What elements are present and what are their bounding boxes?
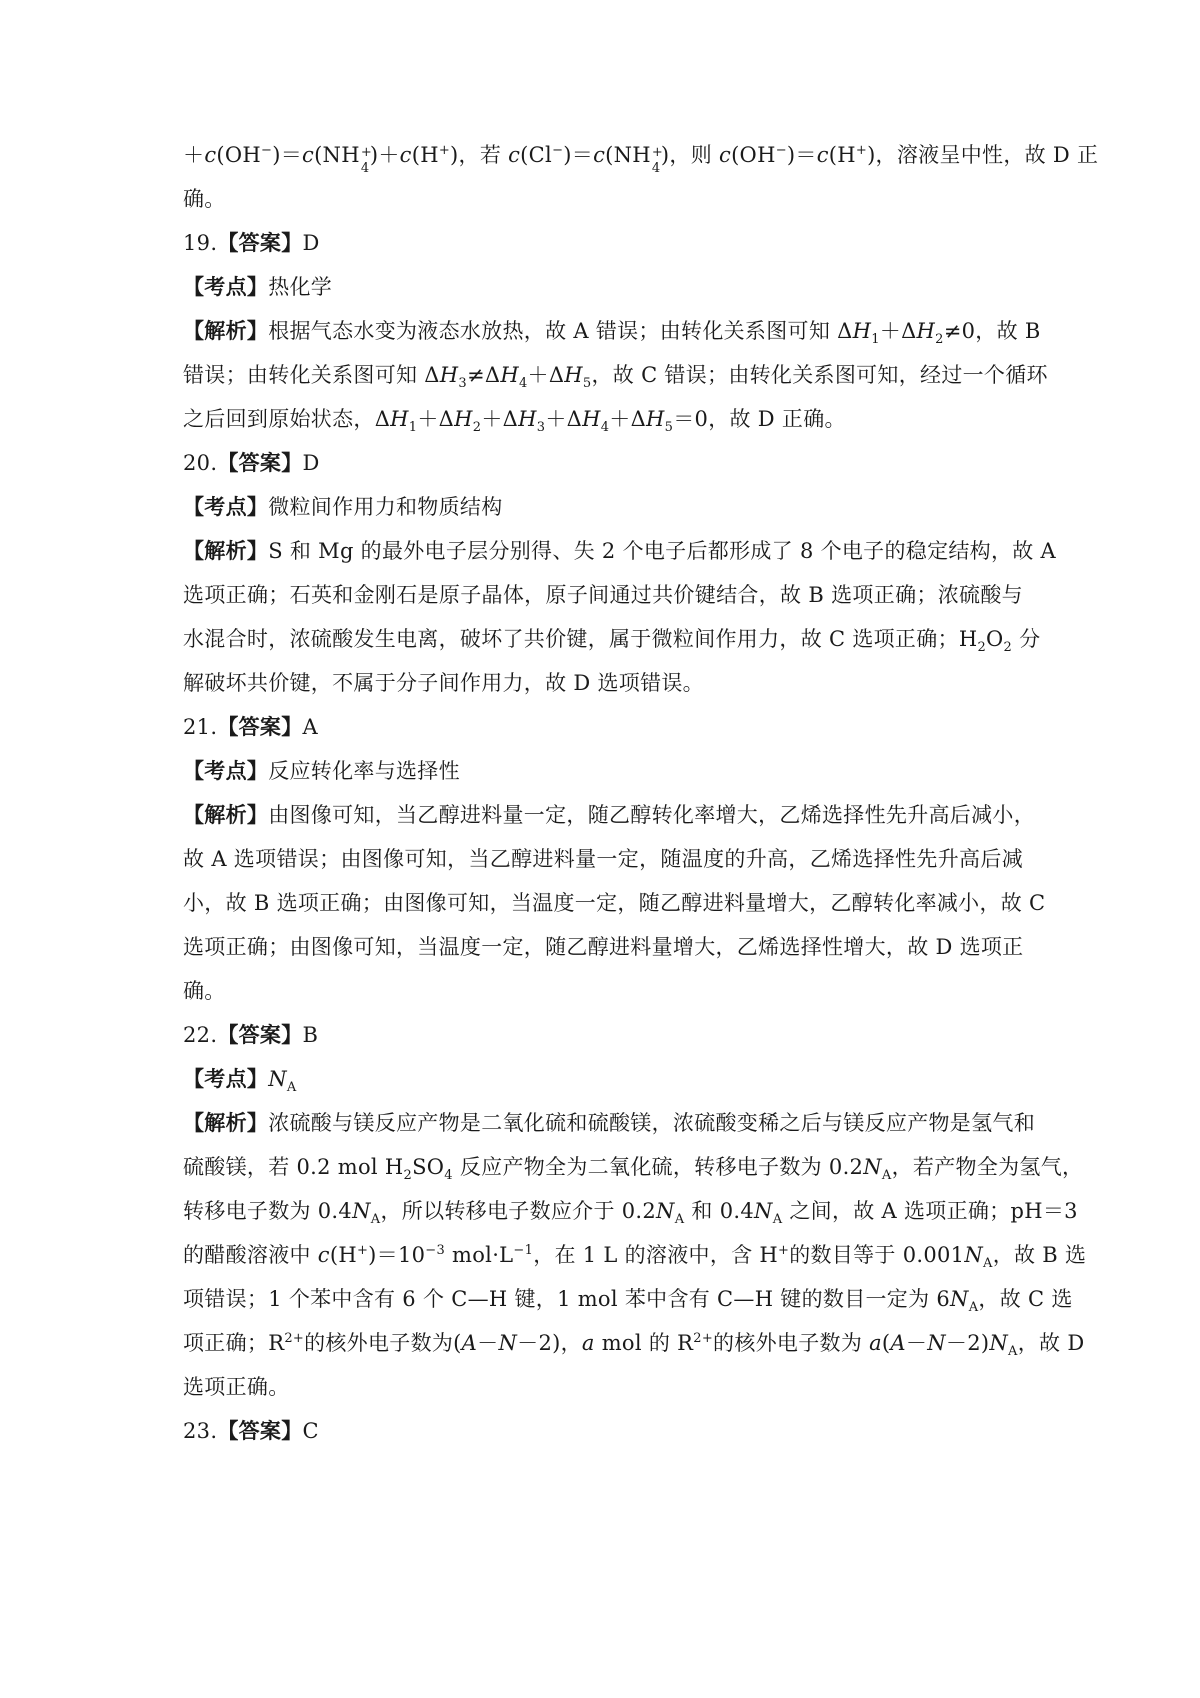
topic-19: 【考点】热化学	[183, 274, 333, 299]
analysis-21-line-4: 选项正确；由图像可知，当温度一定，随乙醇进料量增大，乙烯选择性增大，故 D 选项正	[183, 935, 1024, 959]
analysis-22-line-1: 【解析】浓硫酸与镁反应产物是二氧化硫和硫酸镁，浓硫酸变稀之后与镁反应产物是氢气和	[183, 1110, 1035, 1135]
analysis-22-line-5: 项错误；1 个苯中含有 6 个 C—H 键，1 mol 苯中含有 C—H 键的数目一定为 $6N_A$，故 C 选	[183, 1287, 1073, 1316]
analysis-19-line-1: 【解析】根据气态水变为液态水放热，故 A 错误；由转化关系图可知 $\Delta H_1+\Delta H_2\ne 0$，故 B	[183, 318, 1041, 348]
answer-20: 20.【答案】D	[183, 450, 320, 475]
analysis-19-line-2: 错误；由转化关系图可知 $\Delta H_3\ne\Delta H_4+\Delta H_5$，故 C 错误；由转化关系图可知，经过一个循环	[183, 363, 1048, 392]
analysis-22-line-6: 项正确；$R^{2+}$的核外电子数为(A－N－2)，a mol 的 $R^{2+}$的核外电子数为 $a(A-N-2)N_A$，故 D	[183, 1331, 1085, 1360]
analysis-20-line-1: 【解析】S 和 Mg 的最外电子层分别得、失 2 个电子后都形成了 8 个电子的稳定结构，故 A	[183, 538, 1057, 563]
analysis-22-line-2: 硫酸镁，若 0.2 mol $H_2SO_4$ 反应产物全为二氧化硫，转移电子数为 $0.2N_A$，若产物全为氢气，	[183, 1155, 1084, 1184]
analysis-21-line-5: 确。	[183, 979, 226, 1003]
answer-19: 19.【答案】D	[183, 230, 320, 255]
analysis-20-line-4: 解破坏共价键，不属于分子间作用力，故 D 选项错误。	[183, 671, 704, 695]
analysis-22-line-7: 选项正确。	[183, 1375, 290, 1399]
answer-22: 22.【答案】B	[183, 1022, 319, 1047]
analysis-20-line-3: 水混合时，浓硫酸发生电离，破坏了共价键，属于微粒间作用力，故 C 选项正确；$H_2O_2$ 分	[183, 627, 1041, 656]
topic-22: 【考点】$N_A$	[183, 1066, 297, 1096]
answer-23: 23.【答案】C	[183, 1418, 319, 1443]
analysis-20-line-2: 选项正确；石英和金刚石是原子晶体，原子间通过共价键结合，故 B 选项正确；浓硫酸与	[183, 583, 1023, 607]
analysis-22-line-3: 转移电子数为 $0.4N_A$，所以转移电子数应介于 $0.2N_A$ 和 $0.4N_A$ 之间，故 A 选项正确；pH＝3	[183, 1199, 1078, 1228]
analysis-21-line-1: 【解析】由图像可知，当乙醇进料量一定，随乙醇转化率增大，乙烯选择性先升高后减小，	[183, 802, 1035, 827]
analysis-22-line-4: 的醋酸溶液中 $c(H^+)=10^{-3}$ $mol\cdot L^{-1}$，在 1 L 的溶液中，含 H+的数目等于 $0.001N_A$，故 B 选	[183, 1243, 1087, 1272]
topic-20: 【考点】微粒间作用力和物质结构	[183, 494, 503, 519]
analysis-19-line-3: 之后回到原始状态，$\Delta H_1+\Delta H_2+\Delta H_3+\Delta H_4+\Delta H_5=0$，故 D 正确。	[183, 407, 846, 436]
answer-21: 21.【答案】A	[183, 714, 318, 739]
analysis-21-line-3: 小，故 B 选项正确；由图像可知，当温度一定，随乙醇进料量增大，乙醇转化率减小，故 C	[183, 891, 1046, 915]
analysis-21-line-2: 故 A 选项错误；由图像可知，当乙醇进料量一定，随温度的升高，乙烯选择性先升高后减	[183, 847, 1023, 871]
analysis-18-line-1: ＋c(OH−)＝c(NH + 4 )＋c(H+)，若 c(Cl−)＝c(NH + 4 )，则 c(OH−)＝c(H+)，溶液呈中性，故 D 正	[183, 143, 1099, 176]
topic-21: 【考点】反应转化率与选择性	[183, 758, 460, 783]
analysis-18-line-2: 确。	[183, 187, 226, 211]
